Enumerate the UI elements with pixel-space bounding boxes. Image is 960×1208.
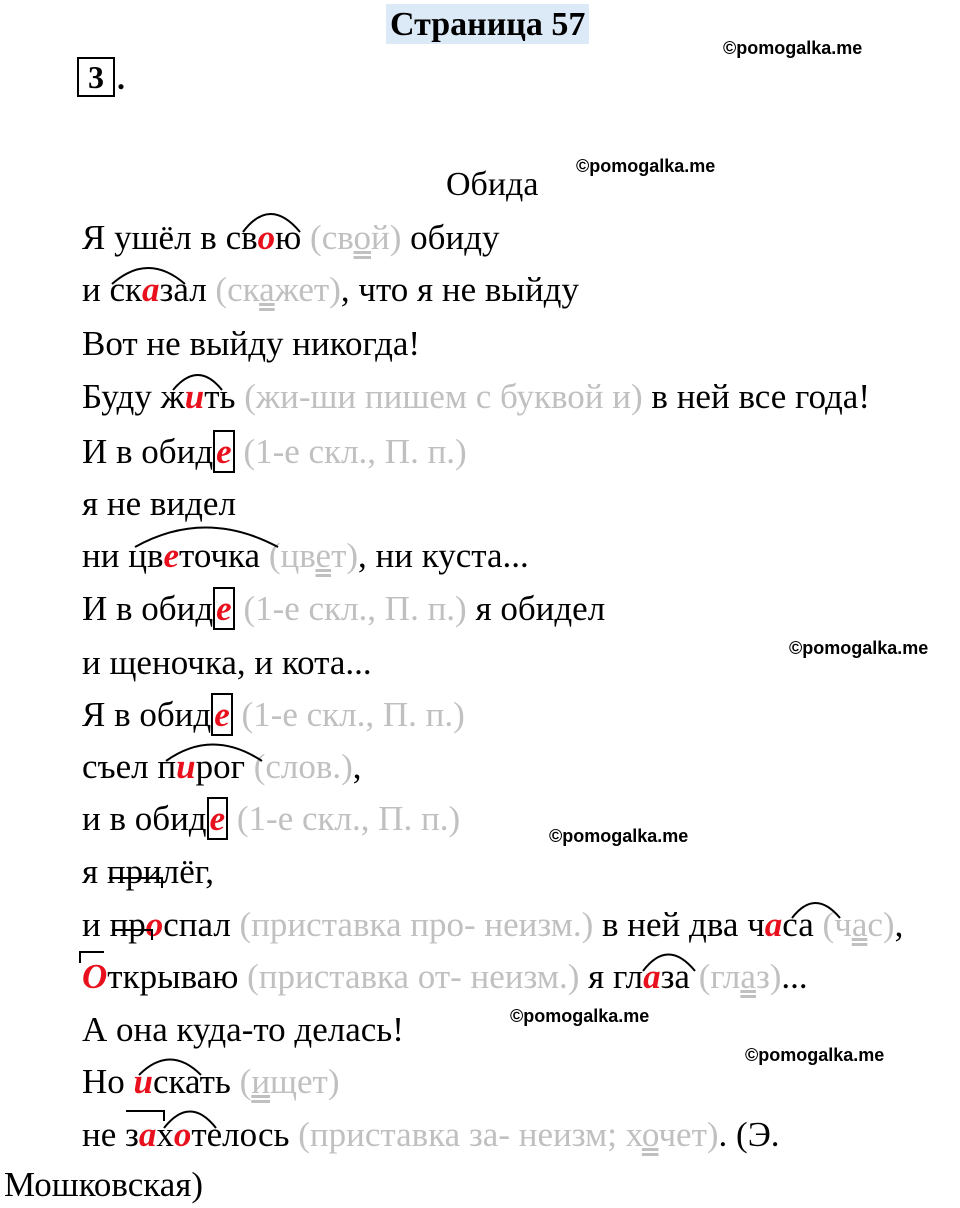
text: , ни куста... bbox=[358, 536, 529, 575]
task-number: 3 bbox=[77, 57, 115, 97]
orthogram-letter: е bbox=[163, 536, 180, 575]
poem-line bbox=[82, 375, 870, 419]
watermark: ©pomogalka.me bbox=[745, 1045, 885, 1065]
check-rule: (приставка от- неизм.) bbox=[247, 957, 580, 996]
text: и ск bbox=[82, 270, 143, 309]
check-rule: (1-е скл., П. п.) bbox=[228, 799, 461, 838]
check-word: (глаз) bbox=[698, 957, 782, 996]
poem-line: Мошковская) bbox=[4, 1165, 204, 1204]
check-word: (цвет) bbox=[268, 536, 359, 575]
orthogram-letter: о bbox=[173, 1115, 192, 1154]
check-rule: (жи-ши пишем с буквой и) bbox=[244, 377, 643, 416]
poem-line bbox=[82, 1060, 339, 1104]
check-word: (скажет) bbox=[215, 270, 341, 309]
ending-letter: е bbox=[207, 797, 229, 840]
text: , bbox=[894, 905, 904, 944]
orthogram-letter: о bbox=[257, 218, 276, 257]
orthogram-letter: и bbox=[176, 747, 196, 786]
ending-letter: е bbox=[213, 430, 235, 473]
text: , что я не выйду bbox=[340, 270, 579, 309]
poem-line bbox=[82, 216, 500, 260]
text: обиду bbox=[401, 218, 500, 257]
text: , bbox=[352, 747, 362, 786]
poem-line bbox=[82, 955, 808, 999]
ending-letter: е bbox=[211, 693, 233, 736]
poem-line bbox=[82, 534, 529, 578]
text: телось bbox=[191, 1115, 299, 1154]
text: са bbox=[782, 905, 823, 944]
watermark: ©pomogalka.me bbox=[723, 38, 863, 58]
poem-line bbox=[82, 268, 579, 312]
check-rule: (1-е скл., П. п.) bbox=[232, 695, 465, 734]
poem-line bbox=[82, 693, 465, 737]
poem-line: Вот не выйду никогда! bbox=[82, 324, 421, 363]
poem-line: я прилёг, bbox=[82, 852, 214, 891]
watermark: ©pomogalka.me bbox=[789, 638, 929, 658]
check-word: (приставка за- неизм; хочет) bbox=[298, 1115, 719, 1154]
poem-line bbox=[82, 430, 467, 474]
orthogram-letter: а bbox=[764, 905, 783, 944]
text: ни цв bbox=[82, 536, 164, 575]
poem-title: Обида bbox=[446, 166, 539, 203]
text: Я в обид bbox=[82, 695, 212, 734]
orthogram-letter: о bbox=[145, 905, 164, 944]
check-word: (час) bbox=[822, 905, 895, 944]
text: ... bbox=[781, 957, 808, 996]
orthogram-letter: а bbox=[142, 270, 160, 309]
text: Буду ж bbox=[82, 377, 185, 416]
orthogram-letter: а bbox=[138, 1115, 157, 1154]
task-number-dot: . bbox=[117, 60, 125, 96]
orthogram-letter: О bbox=[82, 957, 108, 996]
text: точка bbox=[179, 536, 269, 575]
text: скать bbox=[153, 1062, 240, 1101]
text: в ней все года! bbox=[642, 377, 870, 416]
ending-letter: е bbox=[213, 587, 235, 630]
watermark: ©pomogalka.me bbox=[576, 156, 716, 176]
text: х bbox=[156, 1115, 174, 1154]
orthogram-letter: а bbox=[643, 957, 661, 996]
watermark: ©pomogalka.me bbox=[549, 826, 689, 846]
poem-line bbox=[82, 797, 460, 841]
text: рог bbox=[195, 747, 254, 786]
poem-line: и щеночка, и кота... bbox=[82, 643, 372, 682]
poem-line bbox=[82, 903, 903, 947]
text: и в обид bbox=[82, 799, 207, 838]
poem-line: я не видел bbox=[82, 484, 236, 523]
text: я обидел bbox=[466, 589, 606, 628]
text: Но bbox=[82, 1062, 134, 1101]
poem-line bbox=[82, 745, 362, 789]
orthogram-letter: и bbox=[184, 377, 205, 416]
poem-line bbox=[82, 587, 605, 631]
text: не з bbox=[82, 1115, 139, 1154]
text: ть bbox=[204, 377, 245, 416]
text: . (Э. bbox=[718, 1115, 780, 1154]
text: спал bbox=[163, 905, 240, 944]
check-rule: (1-е скл., П. п.) bbox=[234, 432, 467, 471]
orthogram-letter: и bbox=[133, 1062, 153, 1101]
poem-line bbox=[82, 1113, 780, 1157]
text: и пр bbox=[82, 905, 146, 944]
text: за bbox=[660, 957, 699, 996]
check-word: (ищет) bbox=[239, 1062, 340, 1101]
check-word: (свой) bbox=[310, 218, 402, 257]
text: зал bbox=[159, 270, 216, 309]
text: И в обид bbox=[82, 589, 214, 628]
check-rule: (приставка про- неизм.) bbox=[239, 905, 594, 944]
text: ткрываю bbox=[107, 957, 248, 996]
check-rule: (1-е скл., П. п.) bbox=[234, 589, 467, 628]
text: И в обид bbox=[82, 432, 214, 471]
page-title: Страница 57 bbox=[386, 4, 589, 44]
text: съел п bbox=[82, 747, 177, 786]
text: Я ушёл в св bbox=[82, 218, 258, 257]
poem-line: А она куда-то делась! bbox=[82, 1010, 404, 1049]
text: в ней два ч bbox=[593, 905, 765, 944]
watermark: ©pomogalka.me bbox=[510, 1006, 650, 1026]
check-rule: (слов.) bbox=[253, 747, 353, 786]
text: ю bbox=[275, 218, 311, 257]
text: я гл bbox=[579, 957, 644, 996]
